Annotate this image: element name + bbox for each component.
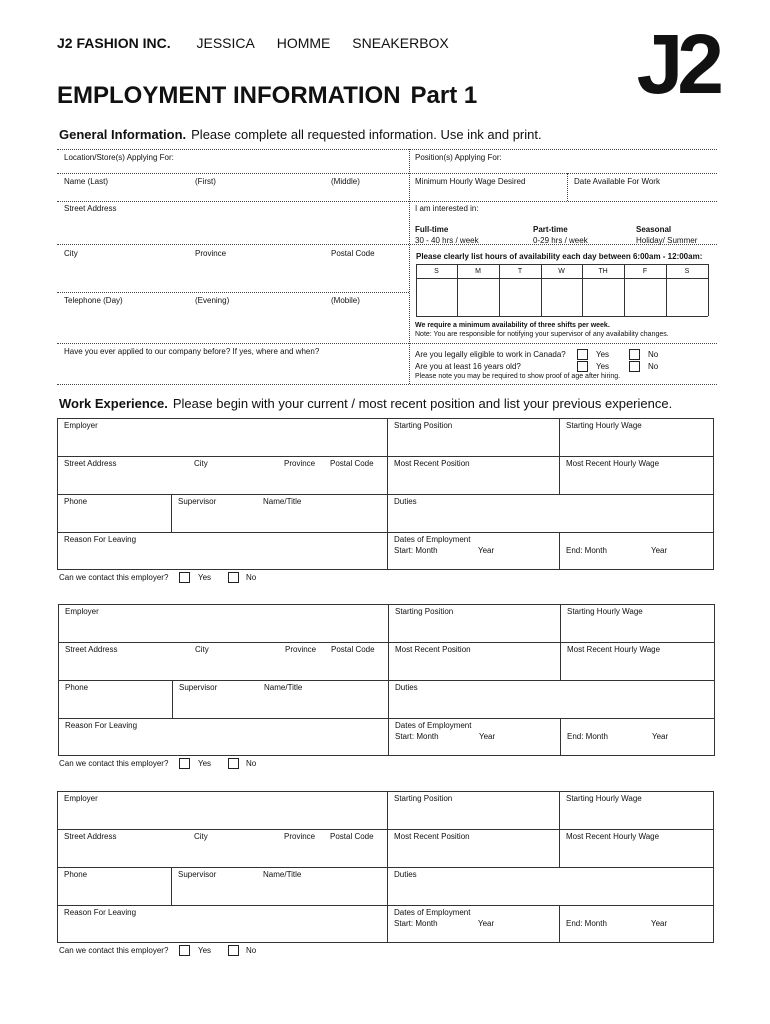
title-part: Part 1 — [410, 82, 478, 109]
availability-cell-friday[interactable] — [625, 279, 665, 315]
seasonal-label[interactable]: Seasonal — [636, 225, 672, 234]
employer-field[interactable] — [61, 432, 383, 454]
recent-wage-label: Most Recent Hourly Wage — [566, 832, 660, 841]
reason-label: Reason For Leaving — [64, 535, 137, 544]
street-address-field[interactable] — [60, 214, 405, 242]
dates-label: Dates of Employment — [394, 908, 471, 917]
j2-logo: J2 — [636, 17, 718, 111]
interested-label: I am interested in: — [415, 204, 479, 213]
street-field[interactable] — [61, 470, 383, 492]
starting-position-label: Starting Position — [394, 421, 453, 430]
street-label: Street Address — [64, 832, 117, 841]
contact-employer-question-2: Can we contact this employer? — [59, 759, 169, 768]
work-experience-block-1 — [57, 418, 714, 570]
proof-of-age-note: Please note you may be required to show proof of age after hiring. — [415, 373, 621, 380]
brand-bar — [57, 35, 467, 51]
brand-sneakerbox: SNEAKERBOX — [352, 35, 449, 51]
contact-yes-checkbox-2[interactable] — [179, 758, 190, 769]
day-thursday: TH — [598, 268, 608, 275]
start-month-label: Start: Month — [394, 919, 438, 928]
availability-cell-saturday[interactable] — [667, 279, 707, 315]
end-month-label: End: Month — [567, 732, 608, 741]
applied-before-label: Have you ever applied to our company before? If yes, where and when? — [64, 347, 320, 356]
dates-label: Dates of Employment — [394, 535, 471, 544]
starting-wage-label: Starting Hourly Wage — [566, 421, 642, 430]
brand-homme: HOMME — [276, 35, 331, 51]
street-field[interactable] — [62, 656, 384, 678]
availability-cell-sunday[interactable] — [417, 279, 457, 315]
phone-label: Phone — [64, 497, 88, 506]
duties-label: Duties — [394, 497, 417, 506]
contact-yes-label-2: Yes — [198, 759, 212, 768]
eligible-yes-label: Yes — [596, 350, 610, 359]
age-no-label: No — [648, 362, 659, 371]
work-experience-block-2 — [58, 604, 715, 756]
position-field[interactable] — [412, 160, 714, 172]
tel-mobile-label: (Mobile) — [331, 296, 360, 305]
work-instructions: Please begin with your current / most recent position and list your previous experience. — [172, 396, 673, 411]
name-title-label: Name/Title — [263, 870, 302, 879]
province-label: Province — [285, 645, 317, 654]
end-year-label: Year — [651, 919, 668, 928]
telephone-field[interactable] — [60, 306, 405, 340]
parttime-label[interactable]: Part-time — [533, 225, 568, 234]
fulltime-hours: 30 - 40 hrs / week — [415, 236, 479, 245]
work-experience-block-3 — [57, 791, 714, 943]
name-title-label: Name/Title — [263, 497, 302, 506]
supervisor-label: Supervisor — [178, 497, 217, 506]
supervisor-label: Supervisor — [178, 870, 217, 879]
contact-employer-question-1: Can we contact this employer? — [59, 573, 169, 582]
day-friday: F — [642, 268, 648, 275]
start-year-label: Year — [478, 919, 495, 928]
city-label: City — [194, 459, 208, 468]
general-section-heading — [59, 127, 542, 142]
date-available-label: Date Available For Work — [574, 177, 660, 186]
end-month-label: End: Month — [566, 546, 607, 555]
eligible-no-label: No — [648, 350, 659, 359]
contact-employer-question-3: Can we contact this employer? — [59, 946, 169, 955]
starting-wage-label: Starting Hourly Wage — [566, 794, 642, 803]
phone-label: Phone — [65, 683, 89, 692]
min-shifts-note: We require a minimum availability of three shifts per week. — [415, 322, 610, 329]
province-label: Province — [284, 832, 316, 841]
eligible-question: Are you legally eligible to work in Canada? — [415, 350, 566, 359]
employer-label: Employer — [65, 607, 99, 616]
location-field[interactable] — [60, 160, 405, 172]
duties-field[interactable] — [391, 881, 711, 903]
name-field[interactable] — [60, 186, 405, 200]
company-name: J2 FASHION INC. — [57, 35, 171, 51]
supervisor-label: Supervisor — [179, 683, 218, 692]
contact-no-checkbox-2[interactable] — [228, 758, 239, 769]
work-heading-bold: Work Experience. — [59, 396, 168, 411]
tel-evening-label: (Evening) — [195, 296, 230, 305]
postal-code-label: Postal Code — [331, 249, 375, 258]
employer-field[interactable] — [62, 618, 384, 640]
day-sunday: S — [434, 268, 439, 275]
age-yes-checkbox[interactable] — [577, 361, 588, 372]
reason-field[interactable] — [62, 732, 384, 754]
location-label: Location/Store(s) Applying For: — [64, 153, 174, 162]
contact-yes-checkbox-1[interactable] — [179, 572, 190, 583]
province-label: Province — [195, 249, 227, 258]
name-last-label: Name (Last) — [64, 177, 109, 186]
recent-position-label: Most Recent Position — [395, 645, 471, 654]
start-month-label: Start: Month — [394, 546, 438, 555]
age-no-checkbox[interactable] — [629, 361, 640, 372]
employer-label: Employer — [64, 421, 98, 430]
recent-position-label: Most Recent Position — [394, 832, 470, 841]
day-monday: M — [475, 268, 481, 275]
recent-position-label: Most Recent Position — [394, 459, 470, 468]
duties-field[interactable] — [392, 694, 712, 716]
age-yes-label: Yes — [596, 362, 610, 371]
postal-label: Postal Code — [331, 645, 375, 654]
end-month-label: End: Month — [566, 919, 607, 928]
starting-position-label: Starting Position — [395, 607, 454, 616]
day-tuesday: T — [517, 268, 523, 275]
duties-label: Duties — [395, 683, 418, 692]
city-label: City — [195, 645, 209, 654]
name-title-label: Name/Title — [264, 683, 303, 692]
eligible-no-checkbox[interactable] — [629, 349, 640, 360]
parttime-hours: 0-29 hrs / week — [533, 236, 588, 245]
start-month-label: Start: Month — [395, 732, 439, 741]
title-text: EMPLOYMENT INFORMATION — [57, 82, 401, 109]
reason-field[interactable] — [61, 919, 383, 941]
general-heading-bold: General Information. — [59, 127, 187, 142]
employer-label: Employer — [64, 794, 98, 803]
street-address-label: Street Address — [64, 204, 117, 213]
availability-change-note: Note: You are responsible for notifying your supervisor of any availability changes. — [415, 331, 669, 338]
brand-jessica: JESSICA — [196, 35, 255, 51]
city-label: City — [64, 249, 78, 258]
phone-label: Phone — [64, 870, 88, 879]
day-saturday: S — [684, 268, 690, 275]
postal-label: Postal Code — [330, 459, 374, 468]
street-field[interactable] — [61, 843, 383, 865]
position-label: Position(s) Applying For: — [415, 153, 502, 162]
city-field[interactable] — [60, 259, 405, 289]
start-year-label: Year — [478, 546, 495, 555]
recent-wage-label: Most Recent Hourly Wage — [566, 459, 660, 468]
reason-label: Reason For Leaving — [65, 721, 138, 730]
contact-no-label-1: No — [246, 573, 257, 582]
seasonal-desc: Holiday/ Summer — [636, 236, 698, 245]
contact-no-checkbox-1[interactable] — [228, 572, 239, 583]
city-label: City — [194, 832, 208, 841]
contact-no-label-2: No — [246, 759, 257, 768]
contact-no-checkbox-3[interactable] — [228, 945, 239, 956]
postal-label: Postal Code — [330, 832, 374, 841]
end-year-label: Year — [652, 732, 669, 741]
reason-field[interactable] — [61, 546, 383, 568]
recent-wage-label: Most Recent Hourly Wage — [567, 645, 661, 654]
street-label: Street Address — [65, 645, 118, 654]
tel-day-label: Telephone (Day) — [64, 296, 123, 305]
contact-no-label-3: No — [246, 946, 257, 955]
name-first-label: (First) — [195, 177, 216, 186]
employer-field[interactable] — [61, 805, 383, 827]
min-wage-label: Minimum Hourly Wage Desired — [415, 177, 526, 186]
starting-wage-label: Starting Hourly Wage — [567, 607, 643, 616]
age-question: Are you at least 16 years old? — [415, 362, 521, 371]
reason-label: Reason For Leaving — [64, 908, 137, 917]
end-year-label: Year — [651, 546, 668, 555]
page-title — [57, 82, 477, 110]
day-wednesday: W — [558, 268, 565, 275]
availability-cell-tuesday[interactable] — [500, 279, 540, 315]
general-instructions: Please complete all requested information. Use ink and print. — [191, 127, 542, 142]
availability-note: Please clearly list hours of availability each day between 6:00am - 12:00am: — [416, 252, 703, 261]
contact-yes-label-1: Yes — [198, 573, 212, 582]
duties-label: Duties — [394, 870, 417, 879]
availability-cell-monday[interactable] — [458, 279, 498, 315]
start-year-label: Year — [479, 732, 496, 741]
fulltime-label[interactable]: Full-time — [415, 225, 449, 234]
availability-cell-thursday[interactable] — [583, 279, 623, 315]
province-label: Province — [284, 459, 316, 468]
work-section-heading — [59, 396, 672, 411]
duties-field[interactable] — [391, 508, 711, 530]
availability-cell-wednesday[interactable] — [542, 279, 582, 315]
applied-before-field[interactable] — [60, 358, 405, 382]
name-middle-label: (Middle) — [331, 177, 360, 186]
dates-label: Dates of Employment — [395, 721, 472, 730]
starting-position-label: Starting Position — [394, 794, 453, 803]
street-label: Street Address — [64, 459, 117, 468]
eligible-yes-checkbox[interactable] — [577, 349, 588, 360]
contact-yes-label-3: Yes — [198, 946, 212, 955]
contact-yes-checkbox-3[interactable] — [179, 945, 190, 956]
